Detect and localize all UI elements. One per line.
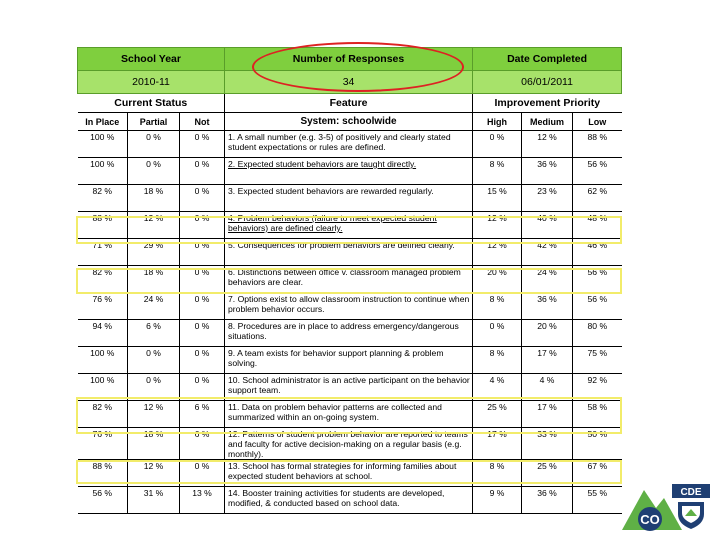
cell-not: 0 %: [180, 185, 225, 212]
cell-high: 20 %: [473, 266, 522, 293]
cell-feature: 11. Data on problem behavior patterns are collected and summarized within an on-going system.: [225, 401, 473, 428]
cell-partial: 18 %: [128, 428, 180, 460]
table-row: [78, 158, 622, 185]
cell-medium: 25 %: [522, 460, 573, 487]
cell-partial: 0 %: [128, 347, 180, 374]
cell-in-place: 82 %: [78, 401, 128, 428]
col-partial: Partial: [128, 113, 180, 131]
cell-not: 0 %: [180, 131, 225, 158]
cell-feature: 7. Options exist to allow classroom instruction to continue when problem behavior occurs.: [225, 293, 473, 320]
cell-in-place: 56 %: [78, 487, 128, 514]
cell-partial: 24 %: [128, 293, 180, 320]
cell-high: 15 %: [473, 185, 522, 212]
cell-medium: 12 %: [522, 131, 573, 158]
cell-not: 0 %: [180, 347, 225, 374]
cell-low: 92 %: [573, 374, 622, 401]
col-high: High: [473, 113, 522, 131]
cell-high: 12 %: [473, 212, 522, 239]
col-low: Low: [573, 113, 622, 131]
cell-feature: 6. Distinctions between office v. classroom managed problem behaviors are clear.: [225, 266, 473, 293]
cell-feature: 3. Expected student behaviors are rewarded regularly.: [225, 185, 473, 212]
cell-in-place: 100 %: [78, 131, 128, 158]
cell-partial: 12 %: [128, 212, 180, 239]
cell-high: 12 %: [473, 239, 522, 266]
cell-in-place: 71 %: [78, 239, 128, 266]
cell-medium: 20 %: [522, 320, 573, 347]
cell-low: 80 %: [573, 320, 622, 347]
cell-high: 8 %: [473, 347, 522, 374]
table-row: [78, 293, 622, 320]
cell-not: 0 %: [180, 239, 225, 266]
cell-feature: 14. Booster training activities for students are developed, modified, & conducted based on school data.: [225, 487, 473, 514]
cell-partial: 0 %: [128, 131, 180, 158]
cell-low: 62 %: [573, 185, 622, 212]
cell-partial: 29 %: [128, 239, 180, 266]
cell-medium: 36 %: [522, 487, 573, 514]
row-14-highlight-box: [76, 460, 622, 484]
table-row: [78, 185, 622, 212]
row-12-highlight-box: [76, 397, 622, 434]
cell-low: 88 %: [573, 131, 622, 158]
logo-state-text: CO: [640, 512, 660, 527]
cell-high: 8 %: [473, 293, 522, 320]
cell-medium: 17 %: [522, 347, 573, 374]
feature-header: Feature: [225, 94, 473, 113]
table-row: [78, 131, 622, 158]
cell-not: 13 %: [180, 487, 225, 514]
date-completed-label: Date Completed: [473, 48, 622, 71]
column-header-row: [78, 113, 622, 131]
responses-label: Number of Responses: [225, 48, 473, 71]
cell-medium: 42 %: [522, 239, 573, 266]
table-row: [78, 347, 622, 374]
cell-medium: 36 %: [522, 293, 573, 320]
date-completed-value: 06/01/2011: [473, 71, 622, 94]
cell-feature: 12. Patterns of student problem behavior are reported to teams and faculty for active decision-making on a regular basis (e.g. monthly).: [225, 428, 473, 460]
cell-partial: 12 %: [128, 460, 180, 487]
current-status-header: Current Status: [78, 94, 225, 113]
cell-in-place: 82 %: [78, 185, 128, 212]
cell-not: 0 %: [180, 293, 225, 320]
school-year-value: 2010-11: [78, 71, 225, 94]
section-header-row: [78, 94, 622, 113]
cell-low: 55 %: [573, 487, 622, 514]
cell-low: 56 %: [573, 158, 622, 185]
cell-not: 0 %: [180, 266, 225, 293]
table-row: [78, 320, 622, 347]
cell-high: 17 %: [473, 428, 522, 460]
cell-low: 75 %: [573, 347, 622, 374]
cell-in-place: 94 %: [78, 320, 128, 347]
cell-high: 0 %: [473, 320, 522, 347]
cell-not: 0 %: [180, 460, 225, 487]
responses-highlight-ellipse: [252, 42, 464, 92]
cell-low: 67 %: [573, 460, 622, 487]
cell-feature: 2. Expected student behaviors are taught directly.: [225, 158, 473, 185]
cell-feature: 13. School has formal strategies for informing families about expected student behaviors at school.: [225, 460, 473, 487]
cell-low: 46 %: [573, 239, 622, 266]
cell-high: 25 %: [473, 401, 522, 428]
cell-high: 9 %: [473, 487, 522, 514]
cell-medium: 23 %: [522, 185, 573, 212]
cell-high: 0 %: [473, 131, 522, 158]
cell-feature: 5. Consequences for problem behaviors are defined clearly.: [225, 239, 473, 266]
cell-feature: 4. Problem behaviors (failure to meet expected student behaviors) are defined clearly.: [225, 212, 473, 239]
cell-medium: 4 %: [522, 374, 573, 401]
cell-not: 6 %: [180, 401, 225, 428]
cell-low: 56 %: [573, 293, 622, 320]
cell-in-place: 100 %: [78, 374, 128, 401]
row-5-highlight-box: [76, 216, 622, 244]
cell-in-place: 82 %: [78, 266, 128, 293]
cell-not: 0 %: [180, 212, 225, 239]
cell-partial: 0 %: [128, 374, 180, 401]
cell-not: 6 %: [180, 428, 225, 460]
cell-low: 48 %: [573, 212, 622, 239]
cell-low: 50 %: [573, 428, 622, 460]
cell-medium: 33 %: [522, 428, 573, 460]
cell-in-place: 100 %: [78, 158, 128, 185]
cell-partial: 18 %: [128, 185, 180, 212]
cell-partial: 6 %: [128, 320, 180, 347]
cell-partial: 12 %: [128, 401, 180, 428]
cell-partial: 31 %: [128, 487, 180, 514]
col-in-place: In Place: [78, 113, 128, 131]
logo-org-text: CDE: [680, 487, 702, 498]
cell-low: 56 %: [573, 266, 622, 293]
cell-in-place: 76 %: [78, 428, 128, 460]
cde-co-logo: [620, 482, 712, 532]
cell-medium: 40 %: [522, 212, 573, 239]
cell-high: 4 %: [473, 374, 522, 401]
cell-feature: 1. A small number (e.g. 3-5) of positively and clearly stated student expectations or rules are defined.: [225, 131, 473, 158]
cell-low: 58 %: [573, 401, 622, 428]
cell-in-place: 76 %: [78, 293, 128, 320]
cell-in-place: 100 %: [78, 347, 128, 374]
cell-feature: 8. Procedures are in place to address emergency/dangerous situations.: [225, 320, 473, 347]
col-medium: Medium: [522, 113, 573, 131]
cell-partial: 0 %: [128, 158, 180, 185]
cell-medium: 24 %: [522, 266, 573, 293]
school-year-label: School Year: [78, 48, 225, 71]
row-7-highlight-box: [76, 268, 622, 294]
cell-not: 0 %: [180, 320, 225, 347]
cell-not: 0 %: [180, 158, 225, 185]
col-not: Not: [180, 113, 225, 131]
cell-not: 0 %: [180, 374, 225, 401]
cell-in-place: 88 %: [78, 460, 128, 487]
col-system: System: schoolwide: [225, 113, 473, 131]
cell-feature: 9. A team exists for behavior support planning & problem solving.: [225, 347, 473, 374]
cell-high: 8 %: [473, 460, 522, 487]
cell-partial: 18 %: [128, 266, 180, 293]
cell-in-place: 88 %: [78, 212, 128, 239]
responses-value: 34: [225, 71, 473, 94]
cell-medium: 17 %: [522, 401, 573, 428]
cell-high: 8 %: [473, 158, 522, 185]
improvement-priority-header: Improvement Priority: [473, 94, 622, 113]
cell-feature: 10. School administrator is an active participant on the behavior support team.: [225, 374, 473, 401]
table-row: [78, 487, 622, 514]
cell-medium: 36 %: [522, 158, 573, 185]
